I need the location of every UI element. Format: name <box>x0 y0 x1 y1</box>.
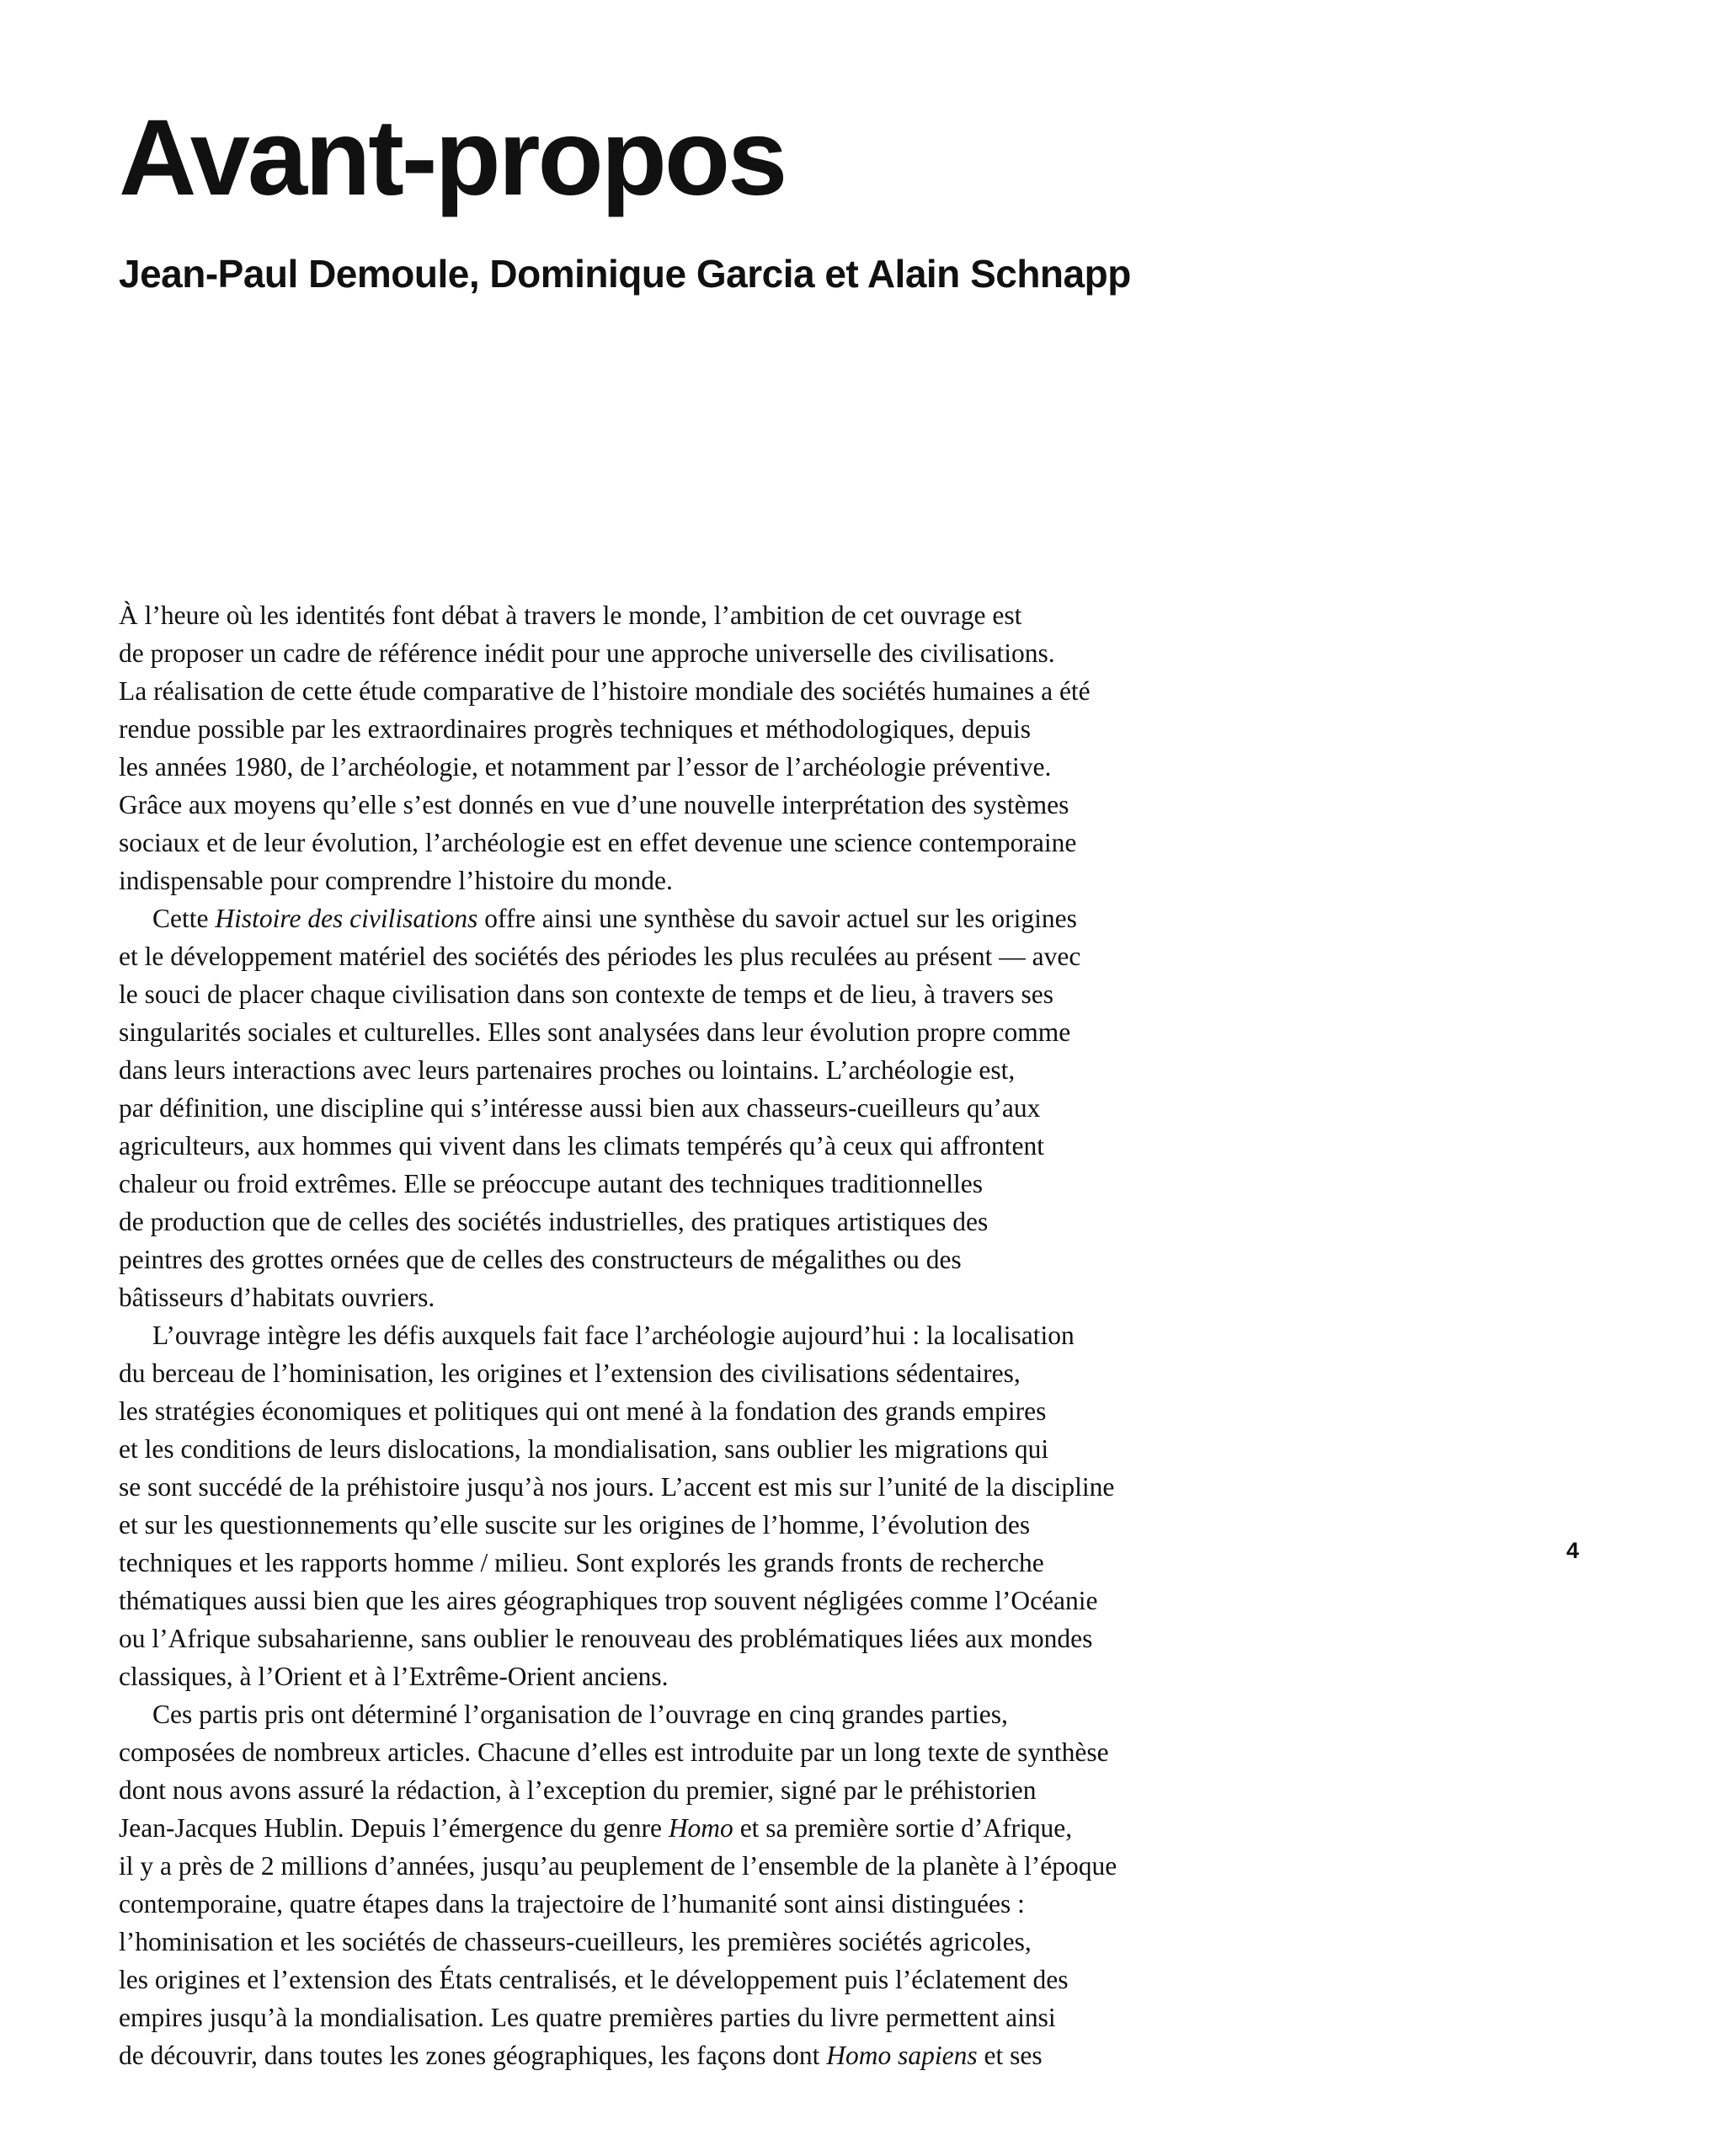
italic-text: Histoire des civilisations <box>215 904 478 933</box>
text-line <box>119 1544 1298 1582</box>
text-segment: Cette <box>152 904 216 933</box>
text-line <box>119 1316 1298 1354</box>
text-line <box>119 1733 1298 1771</box>
text-segment: agriculteurs, aux hommes qui vivent dans les climats tempérés qu’à ceux qui affrontent <box>119 1131 1044 1161</box>
text-line <box>119 824 1298 862</box>
text-segment: les origines et l’extension des États centralisés, et le développement puis l’éclatement des <box>119 1965 1069 1994</box>
page-number: 4 <box>1566 1538 1580 1563</box>
text-line <box>119 937 1298 975</box>
text-segment: indispensable pour comprendre l’histoire du monde. <box>119 866 673 895</box>
text-line <box>119 1771 1298 1809</box>
text-segment: La réalisation de cette étude comparative de l’histoire mondiale des sociétés humaines a été <box>119 676 1091 706</box>
text-line <box>119 1051 1298 1089</box>
body-text <box>119 596 1298 2074</box>
text-line <box>119 1695 1298 1733</box>
text-line <box>119 710 1298 748</box>
text-segment: sociaux et de leur évolution, l’archéologie est en effet devenue une science contemporaine <box>119 828 1077 857</box>
text-line <box>119 1278 1298 1316</box>
text-segment: Ces partis pris ont déterminé l’organisation de l’ouvrage en cinq grandes parties, <box>152 1700 1008 1729</box>
text-line <box>119 1089 1298 1127</box>
text-segment: dans leurs interactions avec leurs partenaires proches ou lointains. L’archéologie est, <box>119 1055 1016 1085</box>
text-segment: et sur les questionnements qu’elle suscite sur les origines de l’homme, l’évolution des <box>119 1510 1031 1540</box>
text-segment: il y a près de 2 millions d’années, jusqu’au peuplement de l’ensemble de la planète à l’époque <box>119 1851 1117 1881</box>
text-segment: se sont succédé de la préhistoire jusqu’à nos jours. L’accent est mis sur l’unité de la discipline <box>119 1472 1115 1502</box>
text-segment: le souci de placer chaque civilisation dans son contexte de temps et de lieu, à travers ses <box>119 979 1053 1009</box>
text-segment: et ses <box>977 2041 1043 2070</box>
text-line <box>119 1961 1298 1999</box>
text-line <box>119 596 1298 634</box>
text-line <box>119 786 1298 824</box>
text-segment: et les conditions de leurs dislocations, la mondialisation, sans oublier les migrations qui <box>119 1434 1049 1464</box>
text-segment: thématiques aussi bien que les aires géographiques trop souvent négligées comme l’Océanie <box>119 1586 1098 1615</box>
text-line <box>119 1506 1298 1544</box>
page-title: Avant-propos <box>119 98 786 218</box>
text-segment: L’ouvrage intègre les défis auxquels fait face l’archéologie aujourd’hui : la localisation <box>152 1321 1075 1350</box>
text-segment: contemporaine, quatre étapes dans la trajectoire de l’humanité sont ainsi distinguées : <box>119 1889 1025 1919</box>
text-line <box>119 1468 1298 1506</box>
text-line <box>119 1620 1298 1657</box>
text-segment: de production que de celles des sociétés industrielles, des pratiques artistiques des <box>119 1207 989 1236</box>
text-line <box>119 1203 1298 1241</box>
text-segment: et sa première sortie d’Afrique, <box>733 1813 1073 1843</box>
text-segment: Grâce aux moyens qu’elle s’est donnés en vue d’une nouvelle interprétation des systèmes <box>119 790 1069 819</box>
text-line <box>119 862 1298 899</box>
text-line <box>119 1809 1298 1847</box>
text-line <box>119 1354 1298 1392</box>
text-line <box>119 1999 1298 2036</box>
text-line <box>119 672 1298 710</box>
text-segment: de proposer un cadre de référence inédit pour une approche universelle des civilisations. <box>119 638 1055 668</box>
italic-text: Homo <box>668 1813 733 1843</box>
text-segment: composées de nombreux articles. Chacune d’elles est introduite par un long texte de synthèse <box>119 1737 1109 1767</box>
text-segment: l’hominisation et les sociétés de chasseurs-cueilleurs, les premières sociétés agricoles, <box>119 1927 1032 1956</box>
text-segment: les stratégies économiques et politiques qui ont mené à la fondation des grands empires <box>119 1396 1047 1426</box>
text-segment: ou l’Afrique subsaharienne, sans oublier le renouveau des problématiques liées aux mondes <box>119 1624 1093 1653</box>
text-line <box>119 1013 1298 1051</box>
text-segment: peintres des grottes ornées que de celles des constructeurs de mégalithes ou des <box>119 1245 962 1274</box>
text-line <box>119 1127 1298 1165</box>
text-line <box>119 634 1298 672</box>
text-line <box>119 2036 1298 2074</box>
text-segment: les années 1980, de l’archéologie, et notamment par l’essor de l’archéologie préventive. <box>119 752 1052 782</box>
text-segment: classiques, à l’Orient et à l’Extrême-Orient anciens. <box>119 1662 669 1691</box>
text-segment: empires jusqu’à la mondialisation. Les quatre premières parties du livre permettent ainsi <box>119 2003 1056 2032</box>
text-line <box>119 1847 1298 1885</box>
text-segment: dont nous avons assuré la rédaction, à l’exception du premier, signé par le préhistorien <box>119 1775 1037 1805</box>
text-segment: du berceau de l’hominisation, les origines et l’extension des civilisations sédentaires, <box>119 1358 1021 1388</box>
text-line <box>119 1241 1298 1278</box>
text-segment: rendue possible par les extraordinaires progrès techniques et méthodologiques, depuis <box>119 714 1031 744</box>
authors-line: Jean-Paul Demoule, Dominique Garcia et Alain Schnapp <box>119 252 1131 296</box>
text-segment: et le développement matériel des sociétés des périodes les plus reculées au présent — avec <box>119 942 1081 971</box>
text-line <box>119 1430 1298 1468</box>
text-segment: À l’heure où les identités font débat à travers le monde, l’ambition de cet ouvrage est <box>119 600 1022 630</box>
text-segment: singularités sociales et culturelles. Elles sont analysées dans leur évolution propre comme <box>119 1017 1071 1047</box>
text-line <box>119 748 1298 786</box>
text-line <box>119 899 1298 937</box>
text-line <box>119 1392 1298 1430</box>
text-segment: bâtisseurs d’habitats ouvriers. <box>119 1283 435 1312</box>
italic-text: Homo sapiens <box>826 2041 978 2070</box>
text-segment: de découvrir, dans toutes les zones géographiques, les façons dont <box>119 2041 827 2070</box>
text-line <box>119 1885 1298 1923</box>
text-segment: offre ainsi une synthèse du savoir actuel sur les origines <box>477 904 1077 933</box>
text-segment: Jean-Jacques Hublin. Depuis l’émergence du genre <box>119 1813 669 1843</box>
text-line <box>119 1165 1298 1203</box>
text-segment: par définition, une discipline qui s’intéresse aussi bien aux chasseurs-cueilleurs qu’aux <box>119 1093 1041 1123</box>
text-line <box>119 975 1298 1013</box>
text-segment: chaleur ou froid extrêmes. Elle se préoccupe autant des techniques traditionnelles <box>119 1169 983 1198</box>
text-line <box>119 1657 1298 1695</box>
text-line <box>119 1582 1298 1620</box>
text-segment: techniques et les rapports homme / milieu. Sont explorés les grands fronts de recherche <box>119 1548 1044 1577</box>
text-line <box>119 1923 1298 1961</box>
